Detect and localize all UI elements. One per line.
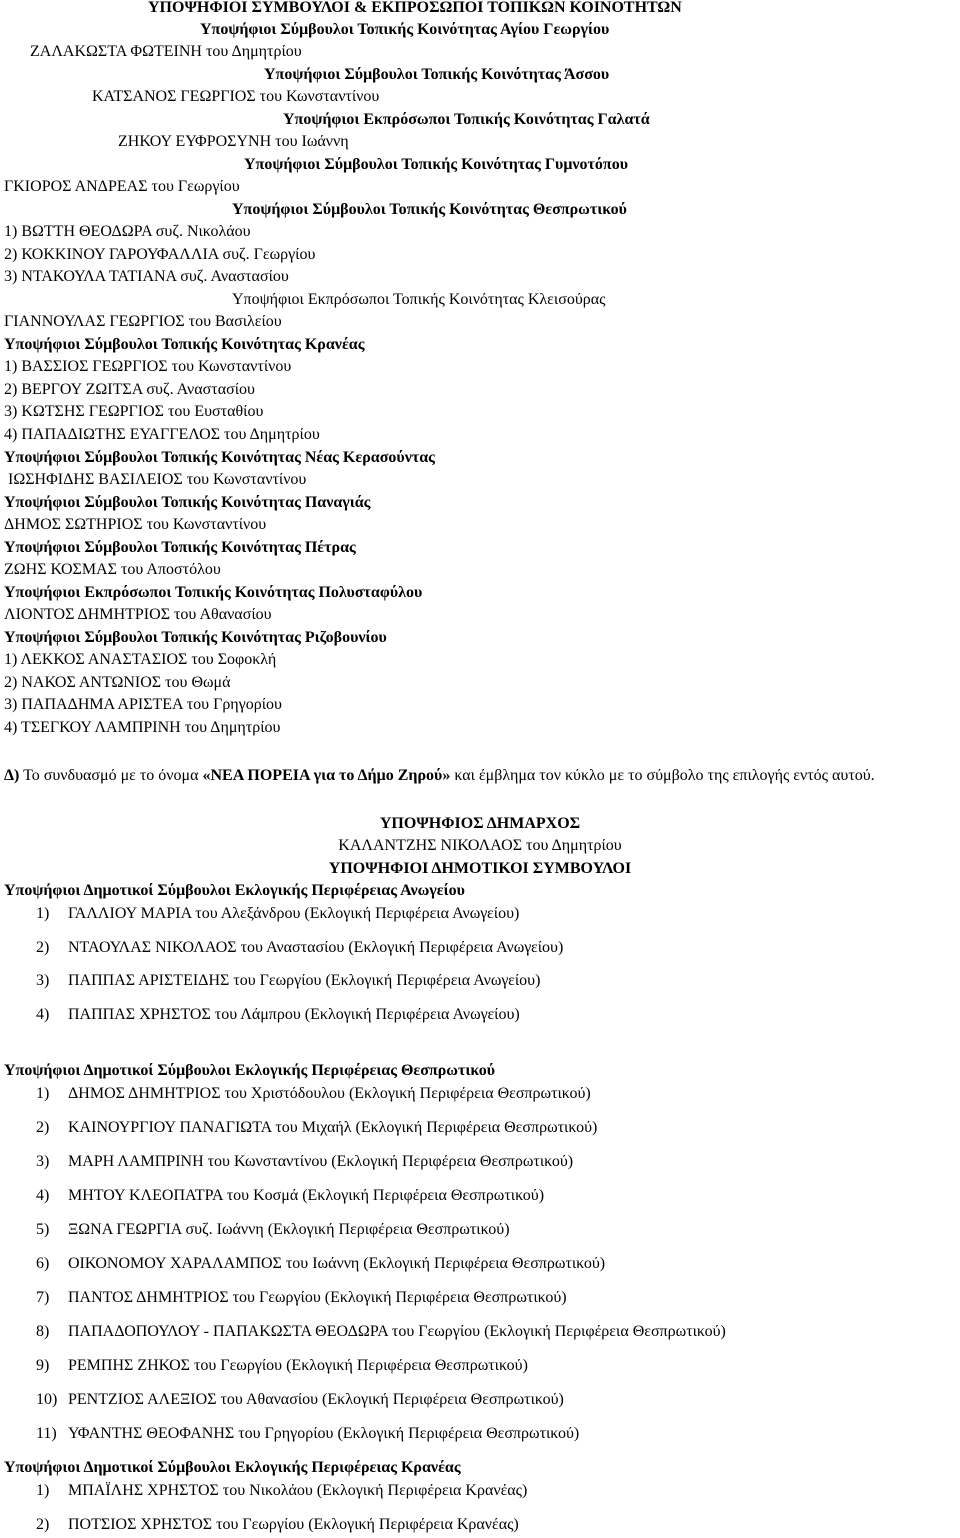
list-item: 7) ΠΑΝΤΟΣ ΔΗΜΗΤΡΙΟΣ του Γεωργίου (Εκλογική Περιφέρεια Θεσπρωτικού) — [36, 1289, 567, 1306]
candidate-name: ΔΗΜΟΣ ΣΩΤΗΡΙΟΣ του Κωνσταντίνου — [4, 516, 267, 533]
section-heading: Υποψήφιοι Εκπρόσωποι Τοπικής Κοινότητας Γαλατά — [283, 111, 650, 128]
section-heading: Υποψήφιοι Σύμβουλοι Τοπικής Κοινότητας Ριζοβουνίου — [4, 629, 387, 646]
candidate-name: 4) ΤΣΕΓΚΟΥ ΛΑΜΠΡΙΝΗ του Δημητρίου — [4, 719, 281, 736]
section-d-marker: Δ) — [4, 767, 20, 784]
section-heading: Υποψήφιοι Εκπρόσωποι Τοπικής Κοινότητας Πολυσταφύλου — [4, 584, 423, 601]
candidate-name: 1) ΒΑΣΣΙΟΣ ΓΕΩΡΓΙΟΣ του Κωνσταντίνου — [4, 358, 292, 375]
list-item: 1) ΓΑΛΛΙΟΥ ΜΑΡΙΑ του Αλεξάνδρου (Εκλογική Περιφέρεια Ανωγείου) — [36, 905, 520, 922]
candidate-name: 3) ΚΩΤΣΗΣ ΓΕΩΡΓΙΟΣ του Ευσταθίου — [4, 403, 264, 420]
candidate-name: 2) ΚΟΚΚΙΝΟΥ ΓΑΡΟΥΦΑΛΛΙΑ συζ. Γεωργίου — [4, 246, 316, 263]
list-item: 8) ΠΑΠΑΔΟΠΟΥΛΟΥ - ΠΑΠΑΚΩΣΤΑ ΘΕΟΔΩΡΑ του Γεωργίου (Εκλογική Περιφέρεια Θεσπρωτικού) — [36, 1323, 726, 1340]
list-item: 9) ΡΕΜΠΗΣ ΖΗΚΟΣ του Γεωργίου (Εκλογική Περιφέρεια Θεσπρωτικού) — [36, 1357, 528, 1374]
list-item: 2) ΚΑΙΝΟΥΡΓΙΟΥ ΠΑΝΑΓΙΩΤΑ του Μιχαήλ (Εκλογική Περιφέρεια Θεσπρωτικού) — [36, 1119, 598, 1136]
candidate-name: ΚΑΤΣΑΝΟΣ ΓΕΩΡΓΙΟΣ του Κωνσταντίνου — [92, 88, 380, 105]
list-item: 4) ΠΑΠΠΑΣ ΧΡΗΣΤΟΣ του Λάμπρου (Εκλογική Περιφέρεια Ανωγείου) — [36, 1006, 520, 1023]
section-heading: Υποψήφιοι Σύμβουλοι Τοπικής Κοινότητας Κρανέας — [4, 336, 365, 353]
candidate-name: ΖΗΚΟΥ ΕΥΦΡΟΣΥΝΗ του Ιωάννη — [118, 133, 349, 150]
candidate-name: 1) ΛΕΚΚΟΣ ΑΝΑΣΤΑΣΙΟΣ του Σοφοκλή — [4, 651, 277, 668]
candidate-name: ΖΑΛΑΚΩΣΤΑ ΦΩΤΕΙΝΗ του Δημητρίου — [30, 43, 302, 60]
list-item: 3) ΠΑΠΠΑΣ ΑΡΙΣΤΕΙΔΗΣ του Γεωργίου (Εκλογική Περιφέρεια Ανωγείου) — [36, 972, 541, 989]
section-d-text-after: και έμβλημα τον κύκλο με το σύμβολο της επιλογής εντός αυτού. — [450, 767, 875, 784]
section-d-text-before: Το συνδυασμό με το όνομα — [19, 767, 203, 784]
candidate-name: 2) ΝΑΚΟΣ ΑΝΤΩΝΙΟΣ του Θωμά — [4, 674, 231, 691]
main-title: ΥΠΟΨΗΦΙΟΙ ΣΥΜΒΟΥΛΟΙ & ΕΚΠΡΟΣΩΠΟΙ ΤΟΠΙΚΩΝ ΚΟΙΝΟΤΗΤΩΝ — [148, 0, 682, 16]
section-heading: Υποψήφιοι Σύμβουλοι Τοπικής Κοινότητας Αγίου Γεωργίου — [200, 21, 610, 38]
candidate-name: 3) ΝΤΑΚΟΥΛΑ ΤΑΤΙΑΝΑ συζ. Αναστασίου — [4, 268, 289, 285]
list-item: 1) ΔΗΜΟΣ ΔΗΜΗΤΡΙΟΣ του Χριστόδουλου (Εκλογική Περιφέρεια Θεσπρωτικού) — [36, 1085, 591, 1102]
list-item: 11) ΥΦΑΝΤΗΣ ΘΕΟΦΑΝΗΣ του Γρηγορίου (Εκλογική Περιφέρεια Θεσπρωτικού) — [36, 1425, 580, 1442]
candidate-name: 4) ΠΑΠΑΔΙΩΤΗΣ ΕΥΑΓΓΕΛΟΣ του Δημητρίου — [4, 426, 320, 443]
list-item: 6) ΟΙΚΟΝΟΜΟΥ ΧΑΡΑΛΑΜΠΟΣ του Ιωάννη (Εκλογική Περιφέρεια Θεσπρωτικού) — [36, 1255, 606, 1272]
candidate-name: 2) ΒΕΡΓΟΥ ΖΩΙΤΣΑ συζ. Αναστασίου — [4, 381, 255, 398]
list-item: 10) ΡΕΝΤΖΙΟΣ ΑΛΕΞΙΟΣ του Αθανασίου (Εκλογική Περιφέρεια Θεσπρωτικού) — [36, 1391, 564, 1408]
candidate-name: ΛΙΟΝΤΟΣ ΔΗΜΗΤΡΙΟΣ του Αθανασίου — [4, 606, 272, 623]
mayor-heading: ΥΠΟΨΗΦΙΟΣ ΔΗΜΑΡΧΟΣ — [379, 815, 581, 832]
list-item: 2) ΠΟΤΣΙΟΣ ΧΡΗΣΤΟΣ του Γεωργίου (Εκλογική Περιφέρεια Κρανέας) — [36, 1516, 519, 1533]
district-heading-thesprotiko: Υποψήφιοι Δημοτικοί Σύμβουλοι Εκλογικής Περιφέρειας Θεσπρωτικού — [4, 1062, 496, 1079]
candidate-name: ΓΚΙΟΡΟΣ ΑΝΔΡΕΑΣ του Γεωργίου — [4, 178, 240, 195]
list-item: 2) ΝΤΑΟΥΛΑΣ ΝΙΚΟΛΑΟΣ του Αναστασίου (Εκλογική Περιφέρεια Ανωγείου) — [36, 939, 564, 956]
list-item: 5) ΞΩΝΑ ΓΕΩΡΓΙΑ συζ. Ιωάννη (Εκλογική Περιφέρεια Θεσπρωτικού) — [36, 1221, 510, 1238]
section-heading: Υποψήφιοι Σύμβουλοι Τοπικής Κοινότητας Γυμνοτόπου — [244, 156, 628, 173]
section-heading: Υποψήφιοι Σύμβουλοι Τοπικής Κοινότητας Πέτρας — [4, 539, 356, 556]
section-heading: Υποψήφιοι Εκπρόσωποι Τοπικής Κοινότητας Κλεισούρας — [232, 291, 606, 308]
section-heading: Υποψήφιοι Σύμβουλοι Τοπικής Κοινότητας Άσσου — [264, 66, 610, 83]
list-item: 3) ΜΑΡΗ ΛΑΜΠΡΙΝΗ του Κωνσταντίνου (Εκλογική Περιφέρεια Θεσπρωτικού) — [36, 1153, 574, 1170]
section-heading: Υποψήφιοι Σύμβουλοι Τοπικής Κοινότητας Παναγιάς — [4, 494, 371, 511]
councillors-heading: ΥΠΟΨΗΦΙΟΙ ΔΗΜΟΤΙΚΟΙ ΣΥΜΒΟΥΛΟΙ — [328, 860, 632, 877]
district-heading-anogeio: Υποψήφιοι Δημοτικοί Σύμβουλοι Εκλογικής Περιφέρειας Ανωγείου — [4, 882, 465, 899]
section-heading: Υποψήφιοι Σύμβουλοι Τοπικής Κοινότητας Νέας Κερασούντας — [4, 449, 435, 466]
candidate-name: 3) ΠΑΠΑΔΗΜΑ ΑΡΙΣΤΕΑ του Γρηγορίου — [4, 696, 282, 713]
candidate-name: 1) ΒΩΤΤΗ ΘΕΟΔΩΡΑ συζ. Νικολάου — [4, 223, 251, 240]
candidate-name: ΖΩΗΣ ΚΟΣΜΑΣ του Αποστόλου — [4, 561, 221, 578]
candidate-name: ΓΙΑΝΝΟΥΛΑΣ ΓΕΩΡΓΙΟΣ του Βασιλείου — [4, 313, 282, 330]
party-name: «ΝΕΑ ΠΟΡΕΙΑ για το Δήμο Ζηρού» — [202, 767, 451, 784]
section-d-paragraph — [4, 765, 958, 787]
mayor-name: ΚΑΛΑΝΤΖΗΣ ΝΙΚΟΛΑΟΣ του Δημητρίου — [338, 837, 622, 854]
list-item: 4) ΜΗΤΟΥ ΚΛΕΟΠΑΤΡΑ του Κοσμά (Εκλογική Περιφέρεια Θεσπρωτικού) — [36, 1187, 545, 1204]
section-heading: Υποψήφιοι Σύμβουλοι Τοπικής Κοινότητας Θεσπρωτικού — [232, 201, 627, 218]
list-item: 1) ΜΠΑΪΛΗΣ ΧΡΗΣΤΟΣ του Νικολάου (Εκλογική Περιφέρεια Κρανέας) — [36, 1482, 528, 1499]
candidate-name: ΙΩΣΗΦΙΔΗΣ ΒΑΣΙΛΕΙΟΣ του Κωνσταντίνου — [8, 471, 307, 488]
district-heading-kranea: Υποψήφιοι Δημοτικοί Σύμβουλοι Εκλογικής Περιφέρειας Κρανέας — [4, 1459, 461, 1476]
